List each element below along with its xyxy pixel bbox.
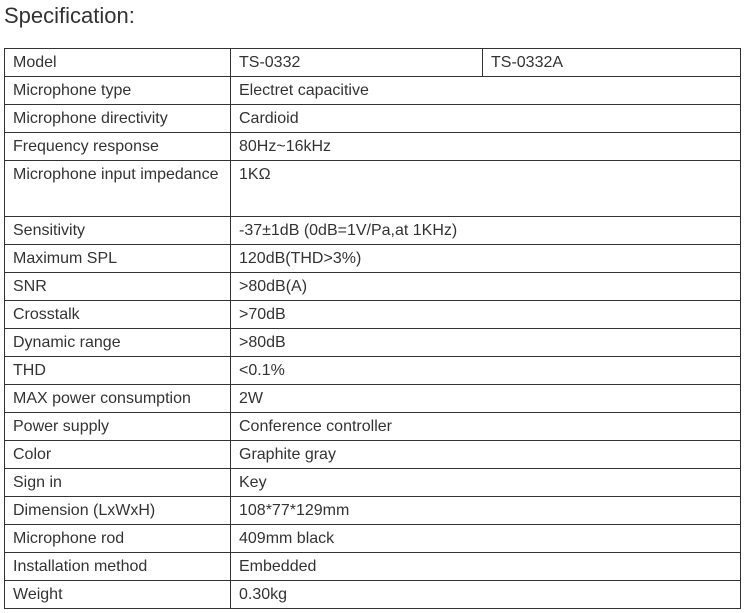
spec-label: Sensitivity <box>5 217 231 245</box>
spec-value: 2W <box>231 385 741 413</box>
spec-label: SNR <box>5 273 231 301</box>
spec-label: Microphone type <box>5 77 231 105</box>
table-row <box>5 553 741 581</box>
spec-value: 120dB(THD>3%) <box>231 245 741 273</box>
model-label-cell: Model <box>5 49 231 77</box>
spec-value: Embedded <box>231 553 741 581</box>
table-row <box>5 217 741 245</box>
spec-label: Dynamic range <box>5 329 231 357</box>
spec-value: 409mm black <box>231 525 741 553</box>
table-row <box>5 385 741 413</box>
table-row <box>5 441 741 469</box>
spec-value: >70dB <box>231 301 741 329</box>
spec-value: 0.30kg <box>231 581 741 609</box>
spec-label: MAX power consumption <box>5 385 231 413</box>
spec-label: Microphone rod <box>5 525 231 553</box>
table-row <box>5 301 741 329</box>
table-row <box>5 525 741 553</box>
page-title: Specification: <box>4 3 135 28</box>
spec-label: Crosstalk <box>5 301 231 329</box>
spec-label: Microphone input impedance <box>5 161 231 217</box>
spec-label: Color <box>5 441 231 469</box>
spec-label: Frequency response <box>5 133 231 161</box>
spec-value: Graphite gray <box>231 441 741 469</box>
spec-label: Dimension (LxWxH) <box>5 497 231 525</box>
table-row <box>5 133 741 161</box>
table-row <box>5 581 741 609</box>
spec-value: Cardioid <box>231 105 741 133</box>
table-row <box>5 329 741 357</box>
table-row <box>5 161 741 217</box>
spec-value: >80dB(A) <box>231 273 741 301</box>
model-ts-0332a-cell: TS-0332A <box>483 49 741 77</box>
spec-value: Electret capacitive <box>231 77 741 105</box>
table-row <box>5 413 741 441</box>
spec-value: 1KΩ <box>231 161 741 217</box>
table-row <box>5 497 741 525</box>
spec-label: Installation method <box>5 553 231 581</box>
specification-table <box>4 48 741 609</box>
table-row <box>5 357 741 385</box>
spec-label: Microphone directivity <box>5 105 231 133</box>
spec-label: Sign in <box>5 469 231 497</box>
model-ts-0332-cell: TS-0332 <box>231 49 483 77</box>
spec-value: <0.1% <box>231 357 741 385</box>
spec-value: 108*77*129mm <box>231 497 741 525</box>
spec-value: >80dB <box>231 329 741 357</box>
spec-label: Power supply <box>5 413 231 441</box>
spec-label: THD <box>5 357 231 385</box>
table-row <box>5 273 741 301</box>
table-row <box>5 245 741 273</box>
spec-label: Maximum SPL <box>5 245 231 273</box>
table-header-row <box>5 49 741 77</box>
spec-label: Weight <box>5 581 231 609</box>
spec-value: Conference controller <box>231 413 741 441</box>
table-row <box>5 469 741 497</box>
spec-value: Key <box>231 469 741 497</box>
table-row <box>5 105 741 133</box>
table-row <box>5 77 741 105</box>
spec-value: -37±1dB (0dB=1V/Pa,at 1KHz) <box>231 217 741 245</box>
spec-value: 80Hz~16kHz <box>231 133 741 161</box>
